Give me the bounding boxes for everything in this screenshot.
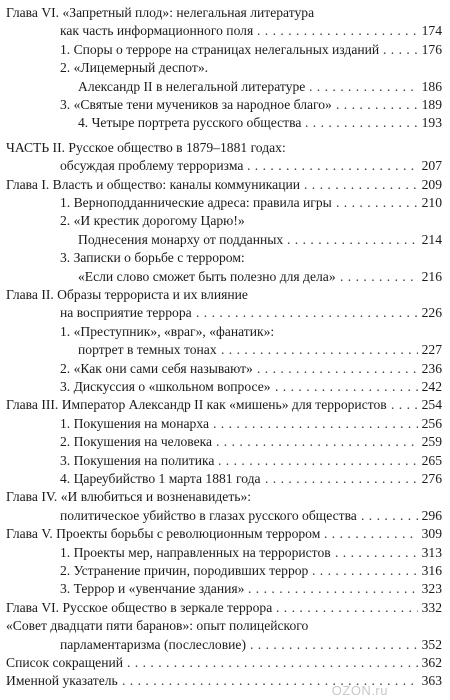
toc-page-number: 265 xyxy=(420,450,442,472)
toc-entry-title: 3. Покушения на политика xyxy=(60,452,215,468)
toc-page-number: 332 xyxy=(420,597,442,619)
toc-page-number: 296 xyxy=(420,505,442,527)
toc-page-number: 313 xyxy=(420,542,442,564)
toc-entry-title: 3. Записки о борьбе с террором: xyxy=(60,250,245,266)
toc-page-number: 210 xyxy=(420,192,442,214)
toc-page-number: 189 xyxy=(420,94,442,116)
toc-entry-title: как часть информационного поля xyxy=(60,23,254,39)
toc-page-number: 242 xyxy=(420,376,442,398)
toc-entry-title: 1. «Преступник», «враг», «фанатик»: xyxy=(60,323,275,339)
toc-entry-title: Глава III. Император Александр II как «мишень» для террористов xyxy=(6,397,387,413)
dot-leader xyxy=(305,112,418,134)
toc-entry-title: 3. Террор и «увенчание здания» xyxy=(60,581,245,597)
toc-entry-title: 2. Устранение причин, породивших террор xyxy=(60,563,309,578)
toc-entry-title: Глава VI. Русское общество в зеркале террора xyxy=(6,599,273,615)
toc-entry-title: Список сокращений xyxy=(6,655,124,670)
toc-page-number: 209 xyxy=(420,174,442,196)
toc-entry-title: обсуждая проблему терроризма xyxy=(60,158,244,174)
toc-entry-title: 2. Покушения на человека xyxy=(60,434,213,450)
toc-entry-title: 4. Цареубийство 1 марта 1881 года xyxy=(60,471,261,486)
toc-page-number: 254 xyxy=(420,394,442,416)
toc-page-number: 316 xyxy=(420,560,442,582)
toc-entry-title: Александр II в нелегальной литературе xyxy=(78,78,306,94)
toc-entry-title: на восприятие террора xyxy=(60,305,192,321)
toc-page-number: 259 xyxy=(420,431,442,453)
toc-entry-title: 1. Споры о терроре на страницах нелегальных изданий xyxy=(60,41,380,57)
toc-entry-title: 2. «И крестик дорогому Царю!» xyxy=(60,213,245,229)
toc-entry-title: Глава V. Проекты борьбы с революционным террором xyxy=(6,526,321,542)
toc-page-number: 226 xyxy=(420,302,442,324)
toc-page-number: 362 xyxy=(420,652,442,674)
toc-entry-title: Именной указатель xyxy=(6,673,118,689)
toc-page-number: 216 xyxy=(420,266,442,288)
toc-page-number: 227 xyxy=(420,339,442,361)
toc-entry-title: портрет в темных тонах xyxy=(78,342,217,358)
toc-entry-title: 3. «Святые тени мучеников за народное благо» xyxy=(60,97,332,112)
toc-entry-title: Поднесения монарху от подданных xyxy=(78,231,284,247)
toc-entry-title: Глава I. Власть и общество: каналы коммуникации xyxy=(6,176,301,192)
toc-page-number: 256 xyxy=(420,413,442,435)
toc-entry-title: 2. «Лицемерный деспот». xyxy=(60,60,209,76)
toc-entry-title: 3. Дискуссия о «школьном вопросе» xyxy=(60,379,271,394)
toc-page-number: 186 xyxy=(420,76,442,98)
toc-page-number: 352 xyxy=(420,634,442,656)
toc-entry-title: ЧАСТЬ II. Русское общество в 1879–1881 годах: xyxy=(6,139,286,155)
toc-page-number: 207 xyxy=(420,155,442,177)
ozon-watermark: OZON.ru xyxy=(331,683,388,698)
toc-entry-title: парламентаризма (послесловие) xyxy=(60,636,246,652)
toc-page-number: 309 xyxy=(420,523,442,545)
toc-entry xyxy=(0,112,450,134)
toc-entry-title: политическое убийство в глазах русского общества xyxy=(60,507,357,523)
toc-entry-title: Глава VI. «Запретный плод»: нелегальная литература xyxy=(6,5,315,20)
toc-entry-title: Глава II. Образы террориста и их влияние xyxy=(6,287,248,302)
toc-page-number: 193 xyxy=(420,112,442,134)
toc-page-number: 276 xyxy=(420,468,442,490)
toc-entry-title: 4. Четыре портрета русского общества xyxy=(78,115,302,131)
toc-page-number: 174 xyxy=(420,20,442,42)
toc-page-number: 176 xyxy=(420,39,442,61)
toc-entry-title: «Совет двадцати пяти баранов»: опыт полицейского xyxy=(6,618,309,634)
toc-entry-title: «Если слово сможет быть полезно для дела» xyxy=(78,268,336,284)
toc-page-number: 323 xyxy=(420,578,442,600)
toc-entry-title: 1. Покушения на монарха xyxy=(60,415,209,431)
toc-page-number: 214 xyxy=(420,229,442,251)
toc-entry-title: 1. Проекты мер, направленных на террористов xyxy=(60,544,331,560)
toc-page-number: 236 xyxy=(420,358,442,380)
toc-entry-title: 1. Верноподданнические адреса: правила игры xyxy=(60,195,332,210)
toc-entry-title: Глава IV. «И влюбиться и возненавидеть»: xyxy=(6,489,252,505)
toc-page-number: 363 xyxy=(420,670,442,692)
toc-entry-title: 2. «Как они сами себя называют» xyxy=(60,360,253,376)
